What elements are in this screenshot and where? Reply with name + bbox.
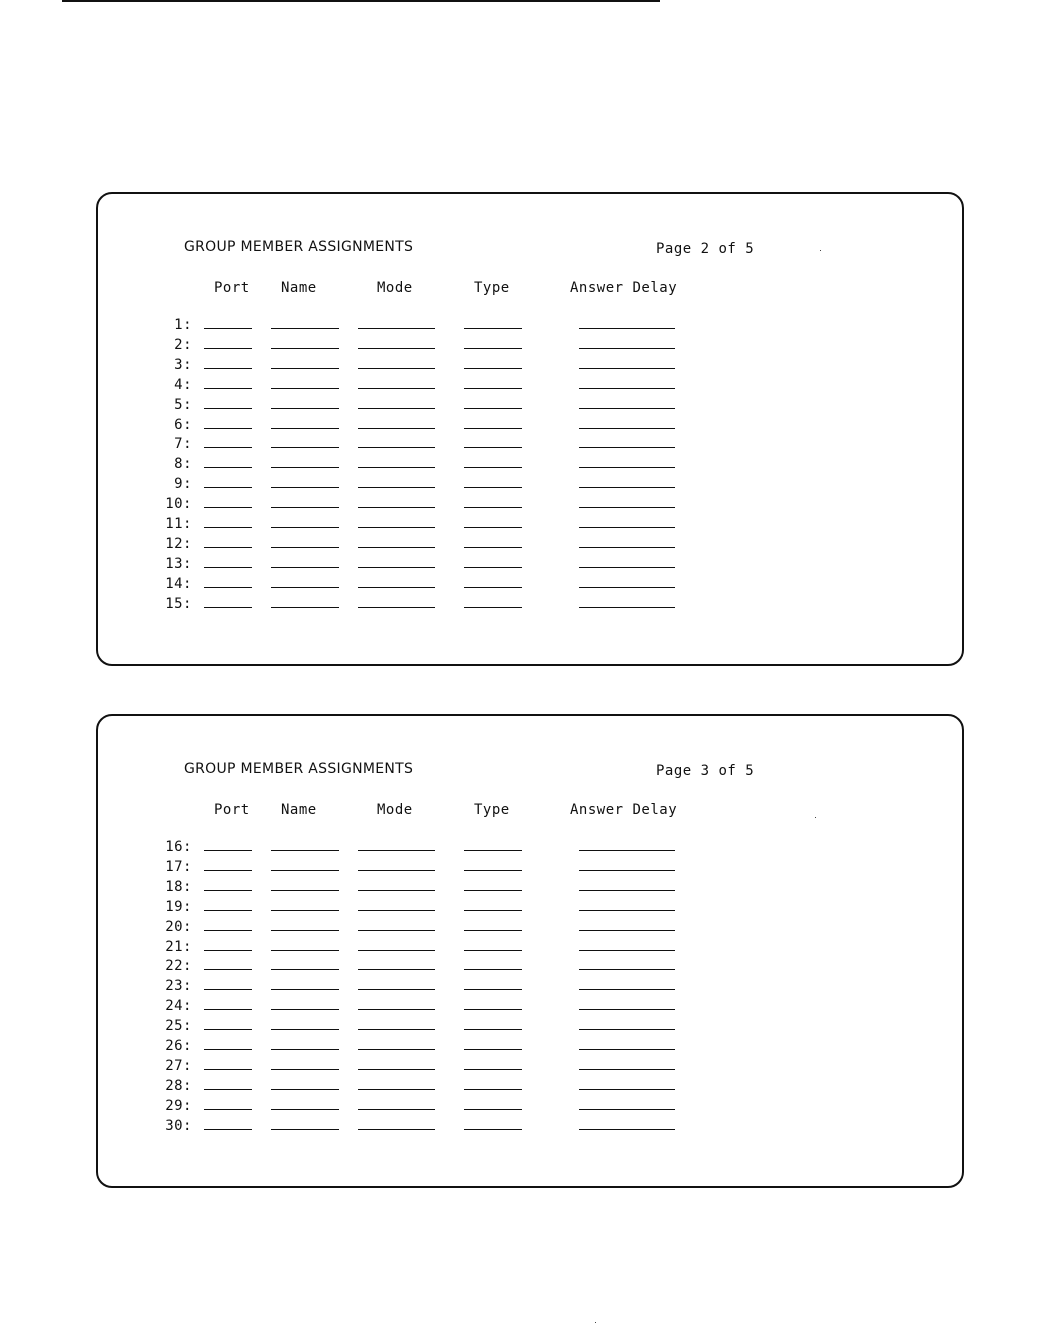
column-header-port: Port xyxy=(214,280,250,296)
port-field[interactable] xyxy=(204,1044,252,1050)
row-number-label: 3: xyxy=(174,356,192,373)
type-field[interactable] xyxy=(464,1084,522,1090)
screen-title: GROUP MEMBER ASSIGNMENTS xyxy=(184,239,414,255)
answer-delay-field[interactable] xyxy=(579,502,675,508)
name-field[interactable] xyxy=(271,964,339,970)
mode-field[interactable] xyxy=(358,522,435,528)
row-number-label: 30: xyxy=(165,1117,192,1134)
name-field[interactable] xyxy=(271,562,339,568)
row-number-label: 22: xyxy=(165,958,192,975)
answer-delay-field[interactable] xyxy=(579,1104,675,1110)
port-field[interactable] xyxy=(204,964,252,970)
mode-field[interactable] xyxy=(358,502,435,508)
name-field[interactable] xyxy=(271,1064,339,1070)
scan-speck xyxy=(595,1322,596,1323)
column-header-type: Type xyxy=(474,802,510,818)
mode-field[interactable] xyxy=(358,1024,435,1030)
name-field[interactable] xyxy=(271,602,339,608)
column-header-answer-delay: Answer Delay xyxy=(570,280,678,296)
row-number-label: 25: xyxy=(165,1018,192,1035)
row-number-label: 2: xyxy=(174,336,192,353)
port-field[interactable] xyxy=(204,562,252,568)
port-field[interactable] xyxy=(204,845,252,851)
port-field[interactable] xyxy=(204,1024,252,1030)
row-number-label: 1: xyxy=(174,317,192,333)
row-number-label: 19: xyxy=(165,898,192,915)
mode-field[interactable] xyxy=(358,403,435,409)
answer-delay-field[interactable] xyxy=(579,582,675,588)
answer-delay-field[interactable] xyxy=(579,482,675,488)
port-field[interactable] xyxy=(204,1124,252,1130)
name-field[interactable] xyxy=(271,905,339,911)
row-number-label: 18: xyxy=(165,878,192,895)
name-field[interactable] xyxy=(271,1104,339,1110)
port-field[interactable] xyxy=(204,383,252,389)
column-header-name: Name xyxy=(281,802,317,818)
type-field[interactable] xyxy=(464,845,522,851)
answer-delay-field[interactable] xyxy=(579,383,675,389)
column-header-name: Name xyxy=(281,280,317,296)
answer-delay-field[interactable] xyxy=(579,925,675,931)
port-field[interactable] xyxy=(204,343,252,349)
name-field[interactable] xyxy=(271,363,339,369)
port-field[interactable] xyxy=(204,442,252,448)
answer-delay-field[interactable] xyxy=(579,542,675,548)
scan-speck xyxy=(820,250,821,251)
type-field[interactable] xyxy=(464,865,522,871)
name-field[interactable] xyxy=(271,542,339,548)
row-number-label: 9: xyxy=(174,476,192,493)
mode-field[interactable] xyxy=(358,984,435,990)
answer-delay-field[interactable] xyxy=(579,442,675,448)
mode-field[interactable] xyxy=(358,423,435,429)
answer-delay-field[interactable] xyxy=(579,403,675,409)
type-field[interactable] xyxy=(464,1124,522,1130)
type-field[interactable] xyxy=(464,562,522,568)
answer-delay-field[interactable] xyxy=(579,865,675,871)
type-field[interactable] xyxy=(464,363,522,369)
name-field[interactable] xyxy=(271,502,339,508)
type-field[interactable] xyxy=(464,423,522,429)
port-field[interactable] xyxy=(204,984,252,990)
type-field[interactable] xyxy=(464,964,522,970)
mode-field[interactable] xyxy=(358,482,435,488)
group-member-assignments-screen xyxy=(96,714,964,1188)
row-number-label: 20: xyxy=(165,918,192,935)
mode-field[interactable] xyxy=(358,845,435,851)
column-header-type: Type xyxy=(474,280,510,296)
type-field[interactable] xyxy=(464,984,522,990)
mode-field[interactable] xyxy=(358,865,435,871)
row-number-label: 16: xyxy=(165,839,192,855)
port-field[interactable] xyxy=(204,865,252,871)
port-field[interactable] xyxy=(204,423,252,429)
type-field[interactable] xyxy=(464,323,522,329)
row-number-label: 21: xyxy=(165,938,192,955)
scan-speck xyxy=(815,817,816,818)
type-field[interactable] xyxy=(464,602,522,608)
port-field[interactable] xyxy=(204,363,252,369)
answer-delay-field[interactable] xyxy=(579,984,675,990)
name-field[interactable] xyxy=(271,845,339,851)
answer-delay-field[interactable] xyxy=(579,1124,675,1130)
mode-field[interactable] xyxy=(358,925,435,931)
port-field[interactable] xyxy=(204,945,252,951)
row-number-label: 17: xyxy=(165,858,192,875)
name-field[interactable] xyxy=(271,383,339,389)
name-field[interactable] xyxy=(271,865,339,871)
port-field[interactable] xyxy=(204,1064,252,1070)
mode-field[interactable] xyxy=(358,383,435,389)
row-number-label: 23: xyxy=(165,978,192,995)
type-field[interactable] xyxy=(464,945,522,951)
name-field[interactable] xyxy=(271,323,339,329)
column-header-port: Port xyxy=(214,802,250,818)
name-field[interactable] xyxy=(271,582,339,588)
mode-field[interactable] xyxy=(358,442,435,448)
row-number-label: 4: xyxy=(174,376,192,393)
row-number-label: 11: xyxy=(165,516,192,532)
column-header-mode: Mode xyxy=(377,802,413,818)
port-field[interactable] xyxy=(204,1084,252,1090)
name-field[interactable] xyxy=(271,1084,339,1090)
row-number-label: 24: xyxy=(165,998,192,1015)
type-field[interactable] xyxy=(464,502,522,508)
type-field[interactable] xyxy=(464,1104,522,1110)
screen-title: GROUP MEMBER ASSIGNMENTS xyxy=(184,761,414,777)
page-indicator: Page 3 of 5 xyxy=(656,763,755,779)
mode-field[interactable] xyxy=(358,602,435,608)
answer-delay-field[interactable] xyxy=(579,885,675,891)
type-field[interactable] xyxy=(464,1024,522,1030)
port-field[interactable] xyxy=(204,602,252,608)
mode-field[interactable] xyxy=(358,1044,435,1050)
mode-field[interactable] xyxy=(358,462,435,468)
port-field[interactable] xyxy=(204,502,252,508)
mode-field[interactable] xyxy=(358,363,435,369)
mode-field[interactable] xyxy=(358,964,435,970)
row-number-label: 6: xyxy=(174,416,192,433)
port-field[interactable] xyxy=(204,323,252,329)
type-field[interactable] xyxy=(464,343,522,349)
port-field[interactable] xyxy=(204,905,252,911)
mode-field[interactable] xyxy=(358,885,435,891)
type-field[interactable] xyxy=(464,885,522,891)
type-field[interactable] xyxy=(464,1064,522,1070)
port-field[interactable] xyxy=(204,1004,252,1010)
row-number-label: 29: xyxy=(165,1097,192,1114)
answer-delay-field[interactable] xyxy=(579,1064,675,1070)
answer-delay-field[interactable] xyxy=(579,602,675,608)
answer-delay-field[interactable] xyxy=(579,323,675,329)
answer-delay-field[interactable] xyxy=(579,945,675,951)
row-number-label: 8: xyxy=(174,456,192,473)
type-field[interactable] xyxy=(464,582,522,588)
type-field[interactable] xyxy=(464,522,522,528)
mode-field[interactable] xyxy=(358,1084,435,1090)
mode-field[interactable] xyxy=(358,582,435,588)
answer-delay-field[interactable] xyxy=(579,462,675,468)
port-field[interactable] xyxy=(204,403,252,409)
type-field[interactable] xyxy=(464,1044,522,1050)
answer-delay-field[interactable] xyxy=(579,363,675,369)
name-field[interactable] xyxy=(271,1024,339,1030)
mode-field[interactable] xyxy=(358,1124,435,1130)
name-field[interactable] xyxy=(271,945,339,951)
group-member-assignments-screen xyxy=(96,192,964,666)
answer-delay-field[interactable] xyxy=(579,343,675,349)
name-field[interactable] xyxy=(271,1124,339,1130)
name-field[interactable] xyxy=(271,423,339,429)
column-header-answer-delay: Answer Delay xyxy=(570,802,678,818)
type-field[interactable] xyxy=(464,403,522,409)
answer-delay-field[interactable] xyxy=(579,1024,675,1030)
name-field[interactable] xyxy=(271,442,339,448)
answer-delay-field[interactable] xyxy=(579,1004,675,1010)
port-field[interactable] xyxy=(204,462,252,468)
name-field[interactable] xyxy=(271,885,339,891)
answer-delay-field[interactable] xyxy=(579,522,675,528)
top-rule xyxy=(62,0,660,2)
type-field[interactable] xyxy=(464,462,522,468)
port-field[interactable] xyxy=(204,1104,252,1110)
row-number-label: 7: xyxy=(174,436,192,453)
name-field[interactable] xyxy=(271,462,339,468)
name-field[interactable] xyxy=(271,984,339,990)
type-field[interactable] xyxy=(464,1004,522,1010)
port-field[interactable] xyxy=(204,885,252,891)
name-field[interactable] xyxy=(271,482,339,488)
mode-field[interactable] xyxy=(358,562,435,568)
row-number-label: 27: xyxy=(165,1057,192,1074)
answer-delay-field[interactable] xyxy=(579,964,675,970)
type-field[interactable] xyxy=(464,925,522,931)
type-field[interactable] xyxy=(464,442,522,448)
name-field[interactable] xyxy=(271,522,339,528)
answer-delay-field[interactable] xyxy=(579,423,675,429)
column-header-mode: Mode xyxy=(377,280,413,296)
answer-delay-field[interactable] xyxy=(579,1084,675,1090)
name-field[interactable] xyxy=(271,925,339,931)
mode-field[interactable] xyxy=(358,343,435,349)
row-number-label: 12: xyxy=(165,535,192,552)
name-field[interactable] xyxy=(271,343,339,349)
row-number-label: 15: xyxy=(165,595,192,612)
mode-field[interactable] xyxy=(358,945,435,951)
answer-delay-field[interactable] xyxy=(579,905,675,911)
name-field[interactable] xyxy=(271,403,339,409)
row-number-label: 14: xyxy=(165,575,192,592)
row-number-label: 26: xyxy=(165,1038,192,1054)
port-field[interactable] xyxy=(204,542,252,548)
answer-delay-field[interactable] xyxy=(579,1044,675,1050)
mode-field[interactable] xyxy=(358,1064,435,1070)
type-field[interactable] xyxy=(464,905,522,911)
answer-delay-field[interactable] xyxy=(579,562,675,568)
type-field[interactable] xyxy=(464,383,522,389)
row-number-label: 28: xyxy=(165,1077,192,1094)
mode-field[interactable] xyxy=(358,905,435,911)
mode-field[interactable] xyxy=(358,323,435,329)
page-indicator: Page 2 of 5 xyxy=(656,241,755,257)
mode-field[interactable] xyxy=(358,542,435,548)
port-field[interactable] xyxy=(204,925,252,931)
port-field[interactable] xyxy=(204,522,252,528)
name-field[interactable] xyxy=(271,1004,339,1010)
port-field[interactable] xyxy=(204,482,252,488)
name-field[interactable] xyxy=(271,1044,339,1050)
type-field[interactable] xyxy=(464,542,522,548)
mode-field[interactable] xyxy=(358,1004,435,1010)
row-number-label: 10: xyxy=(165,496,192,513)
row-number-label: 5: xyxy=(174,396,192,413)
port-field[interactable] xyxy=(204,582,252,588)
answer-delay-field[interactable] xyxy=(579,845,675,851)
row-number-label: 13: xyxy=(165,555,192,572)
type-field[interactable] xyxy=(464,482,522,488)
mode-field[interactable] xyxy=(358,1104,435,1110)
